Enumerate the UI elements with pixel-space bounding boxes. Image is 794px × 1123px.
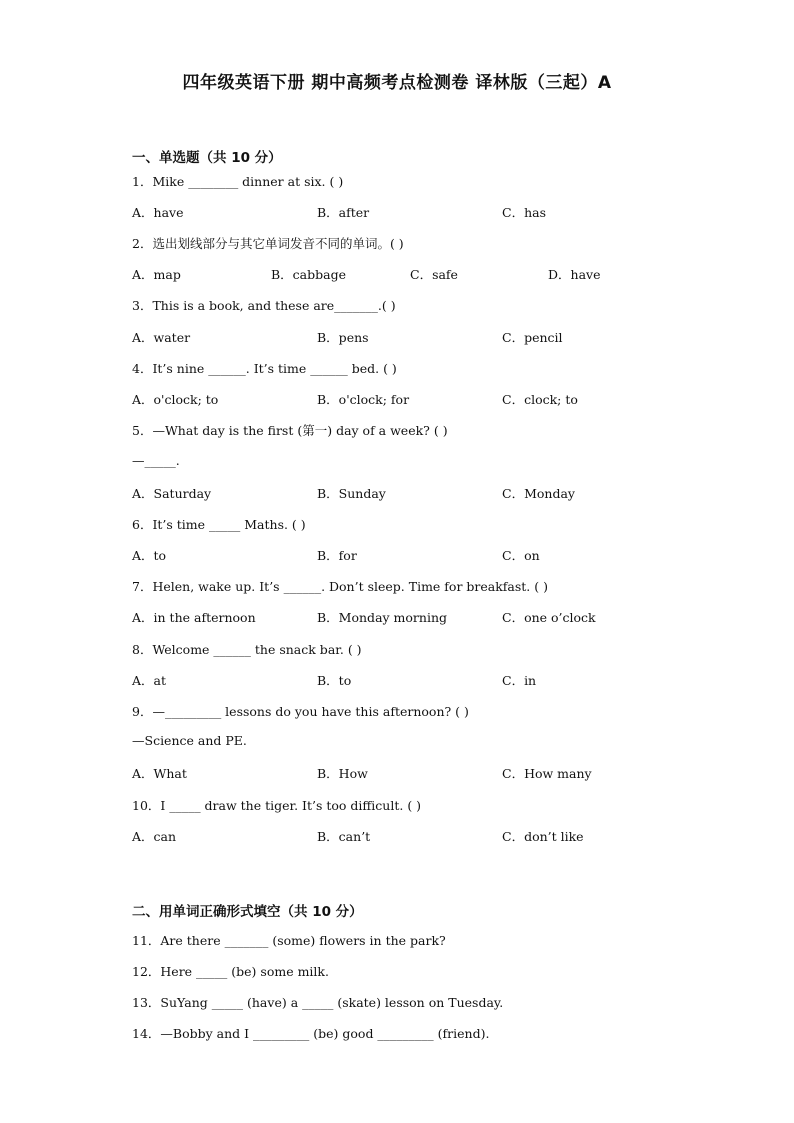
option-a[interactable]: A．in the afternoon — [132, 610, 256, 625]
question-9-answer-line: —Science and PE. — [132, 733, 247, 748]
option-c[interactable]: C．safe — [410, 267, 458, 282]
options-q7 — [132, 608, 692, 626]
question-8: 8．Welcome ______ the snack bar. ( ) — [132, 642, 362, 657]
page-title: 四年级英语下册 期中高频考点检测卷 译林版（三起）A — [182, 73, 612, 93]
option-c[interactable]: C．clock; to — [502, 392, 578, 407]
question-4: 4．It’s nine ______. It’s time ______ bed. ( ) — [132, 361, 397, 376]
option-a[interactable]: A．Saturday — [132, 486, 212, 501]
option-b[interactable]: B．after — [317, 205, 370, 220]
option-c[interactable]: C．Monday — [502, 486, 575, 501]
question-5-answer-line: —_____. — [132, 453, 180, 468]
options-q2 — [132, 265, 692, 283]
question-6: 6．It’s time _____ Maths. ( ) — [132, 517, 306, 532]
fill-item-14: 14．—Bobby and I _________ (be) good _________ (friend). — [132, 1026, 490, 1041]
options-q1 — [132, 203, 692, 221]
option-a[interactable]: A．What — [132, 766, 187, 781]
options-q4 — [132, 390, 692, 408]
option-a[interactable]: A．at — [132, 673, 167, 688]
option-a[interactable]: A．can — [132, 829, 177, 844]
option-b[interactable]: B．o'clock; for — [317, 392, 410, 407]
option-a[interactable]: A．have — [132, 205, 184, 220]
options-q3 — [132, 328, 692, 346]
option-b[interactable]: B．for — [317, 548, 357, 563]
option-c[interactable]: C．don’t like — [502, 829, 584, 844]
options-q8 — [132, 671, 692, 689]
question-9: 9．—_________ lessons do you have this afternoon? ( ) — [132, 704, 469, 719]
options-q5 — [132, 484, 692, 502]
question-2: 2．选出划线部分与其它单词发音不同的单词。( ) — [132, 236, 404, 251]
section-heading-single-choice: 一、单选题（共 10 分） — [132, 150, 282, 166]
option-c[interactable]: C．How many — [502, 766, 592, 781]
options-q6 — [132, 546, 692, 564]
fill-item-12: 12．Here _____ (be) some milk. — [132, 964, 329, 979]
question-1: 1．Mike ________ dinner at six. ( ) — [132, 174, 344, 189]
option-c[interactable]: C．on — [502, 548, 540, 563]
option-c[interactable]: C．in — [502, 673, 537, 688]
fill-item-13: 13．SuYang _____ (have) a _____ (skate) lesson on Tuesday. — [132, 995, 504, 1010]
option-b[interactable]: B．pens — [317, 330, 369, 345]
option-b[interactable]: B．Sunday — [317, 486, 386, 501]
option-b[interactable]: B．cabbage — [271, 267, 346, 282]
question-3: 3．This is a book, and these are_______.( ) — [132, 298, 396, 313]
option-c[interactable]: C．one o’clock — [502, 610, 596, 625]
option-a[interactable]: A．map — [132, 267, 181, 282]
option-a[interactable]: A．to — [132, 548, 167, 563]
question-5: 5．—What day is the first (第一) day of a week? ( ) — [132, 423, 448, 438]
option-a[interactable]: A．water — [132, 330, 191, 345]
question-10: 10．I _____ draw the tiger. It’s too difficult. ( ) — [132, 798, 422, 813]
options-q10 — [132, 827, 692, 845]
option-c[interactable]: C．pencil — [502, 330, 563, 345]
option-b[interactable]: B．Monday morning — [317, 610, 448, 625]
option-b[interactable]: B．can’t — [317, 829, 371, 844]
option-b[interactable]: B．to — [317, 673, 352, 688]
fill-item-11: 11．Are there _______ (some) flowers in the park? — [132, 933, 446, 948]
section-heading-fill-in: 二、用单词正确形式填空（共 10 分） — [132, 904, 363, 920]
question-7: 7．Helen, wake up. It’s ______. Don’t sleep. Time for breakfast. ( ) — [132, 579, 548, 594]
option-b[interactable]: B．How — [317, 766, 368, 781]
options-q9 — [132, 764, 692, 782]
option-c[interactable]: C．has — [502, 205, 546, 220]
option-a[interactable]: A．o'clock; to — [132, 392, 219, 407]
option-d[interactable]: D．have — [548, 267, 601, 282]
